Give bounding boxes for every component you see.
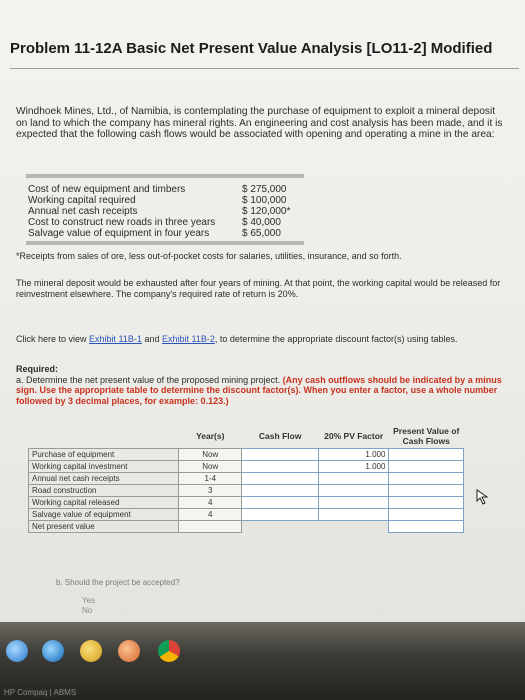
- row-year: 3: [179, 485, 242, 497]
- present-value-input[interactable]: [389, 497, 464, 509]
- table-row: [29, 521, 464, 533]
- cost-row: [26, 195, 304, 206]
- row-label: Purchase of equipment: [29, 449, 179, 461]
- row-label: Road construction: [29, 485, 179, 497]
- pv-factor-header: 20% PV Factor: [324, 431, 384, 441]
- chrome-browser-icon[interactable]: [158, 640, 180, 662]
- cash-flow-input[interactable]: [242, 449, 319, 461]
- option-no[interactable]: No: [82, 606, 93, 615]
- cost-value: $ 120,000*: [242, 206, 291, 217]
- click-and: and: [144, 334, 160, 344]
- exhibit-instructions: [16, 334, 506, 345]
- blank-header: [29, 424, 179, 449]
- laptop-brand-label: HP Compaq | ABMS: [4, 688, 77, 697]
- present-value-input[interactable]: [389, 461, 464, 473]
- cost-value: $ 100,000: [242, 195, 287, 206]
- title-divider: [10, 68, 519, 69]
- requirement-a-text: a. Determine the net present value of the proposed mining project.: [16, 374, 281, 385]
- folder-icon[interactable]: [80, 640, 102, 662]
- row-label: Working capital investment: [29, 461, 179, 473]
- requirement-a-instructions: (Any cash outflows should be indicated by a minus sign. Use the appropriate table to determine the discount factor(s). When you enter a factor, use a whole number followed by 3 decimal places, for example: 0.123.): [16, 374, 502, 406]
- blank-cell: [318, 521, 388, 533]
- pv-factor-input[interactable]: [318, 497, 388, 509]
- cost-label: Cost to construct new roads in three years: [28, 217, 216, 228]
- media-player-icon[interactable]: [118, 640, 140, 662]
- row-label: Net present value: [29, 521, 179, 533]
- deposit-note: The mineral deposit would be exhausted after four years of mining. At that point, the working capital would be released for reinvestment elsewhere. The company's required rate of return is 20%.: [16, 278, 501, 299]
- pv-factor-input[interactable]: 1.000: [318, 461, 388, 473]
- row-label: Working capital released: [29, 497, 179, 509]
- required-section: [16, 364, 506, 406]
- present-value-input[interactable]: [389, 473, 464, 485]
- row-year: 4: [179, 509, 242, 521]
- cost-value: $ 40,000: [242, 217, 281, 228]
- blank-cell: [242, 521, 319, 533]
- years-header: Year(s): [196, 431, 225, 441]
- pv-factor-input[interactable]: [318, 473, 388, 485]
- cash-flow-input[interactable]: [242, 497, 319, 509]
- npv-header-row: [29, 424, 464, 449]
- cost-table: [26, 174, 304, 245]
- present-value-input[interactable]: [389, 485, 464, 497]
- problem-title: Problem 11-12A Basic Net Present Value Analysis [LO11-2] Modified: [10, 40, 493, 57]
- exhibit-11b2-link[interactable]: Exhibit 11B-2: [161, 334, 215, 344]
- windows-start-icon[interactable]: [6, 640, 28, 662]
- table-row: [29, 509, 464, 521]
- present-value-input[interactable]: [389, 449, 464, 461]
- ie-browser-icon[interactable]: [42, 640, 64, 662]
- cost-value: $ 275,000: [242, 184, 287, 195]
- cost-row: [26, 184, 304, 195]
- cost-label: Working capital required: [28, 195, 136, 206]
- cost-label: Salvage value of equipment in four years: [28, 228, 210, 239]
- cash-flow-input[interactable]: [242, 485, 319, 497]
- npv-table: [28, 424, 464, 533]
- net-present-value-input[interactable]: [389, 521, 464, 533]
- cash-flow-input[interactable]: [242, 509, 319, 521]
- required-heading: Required:: [16, 364, 59, 374]
- present-value-header: Present Value of Cash Flows: [393, 426, 460, 446]
- click-suffix: , to determine the appropriate discount factor(s) using tables.: [214, 334, 458, 344]
- mouse-pointer-icon: [476, 489, 490, 505]
- cost-value: $ 65,000: [242, 228, 281, 239]
- row-year: 4: [179, 497, 242, 509]
- cost-row: [26, 217, 304, 228]
- cash-flow-input[interactable]: [242, 461, 319, 473]
- row-label: Annual net cash receipts: [29, 473, 179, 485]
- row-year: Now: [179, 449, 242, 461]
- requirement-a: [16, 375, 506, 407]
- exhibit-11b1-link[interactable]: Exhibit 11B-1: [89, 334, 142, 344]
- cost-row: [26, 206, 304, 217]
- pv-factor-input[interactable]: [318, 509, 388, 521]
- row-year: 1-4: [179, 473, 242, 485]
- cost-label: Cost of new equipment and timbers: [28, 184, 186, 195]
- table-row: [29, 497, 464, 509]
- table-row: [29, 461, 464, 473]
- click-prefix: Click here to view: [16, 334, 87, 344]
- row-label: Salvage value of equipment: [29, 509, 179, 521]
- present-value-input[interactable]: [389, 509, 464, 521]
- taskbar: [0, 622, 525, 700]
- option-yes[interactable]: Yes: [82, 596, 96, 605]
- receipts-footnote: *Receipts from sales of ore, less out-of-pocket costs for salaries, utilities, insurance, and so forth.: [16, 251, 402, 261]
- cash-flow-header: Cash Flow: [258, 431, 302, 441]
- pv-factor-input[interactable]: 1.000: [318, 449, 388, 461]
- intro-paragraph: Windhoek Mines, Ltd., of Namibia, is contemplating the purchase of equipment to exploit a mineral deposit on land to which the company has mineral rights. An engineering and cost analysis has been made, and it is expected that the following cash flows would be associated with opening and operating a mine in the area:: [16, 106, 503, 140]
- table-row: [29, 449, 464, 461]
- row-year: Now: [179, 461, 242, 473]
- row-year: [179, 521, 242, 533]
- table-row: [29, 473, 464, 485]
- cost-label: Annual net cash receipts: [28, 206, 138, 217]
- table-row: [29, 485, 464, 497]
- pv-factor-input[interactable]: [318, 485, 388, 497]
- requirement-b: b. Should the project be accepted?: [56, 578, 180, 587]
- cost-row: [26, 228, 304, 239]
- cash-flow-input[interactable]: [242, 473, 319, 485]
